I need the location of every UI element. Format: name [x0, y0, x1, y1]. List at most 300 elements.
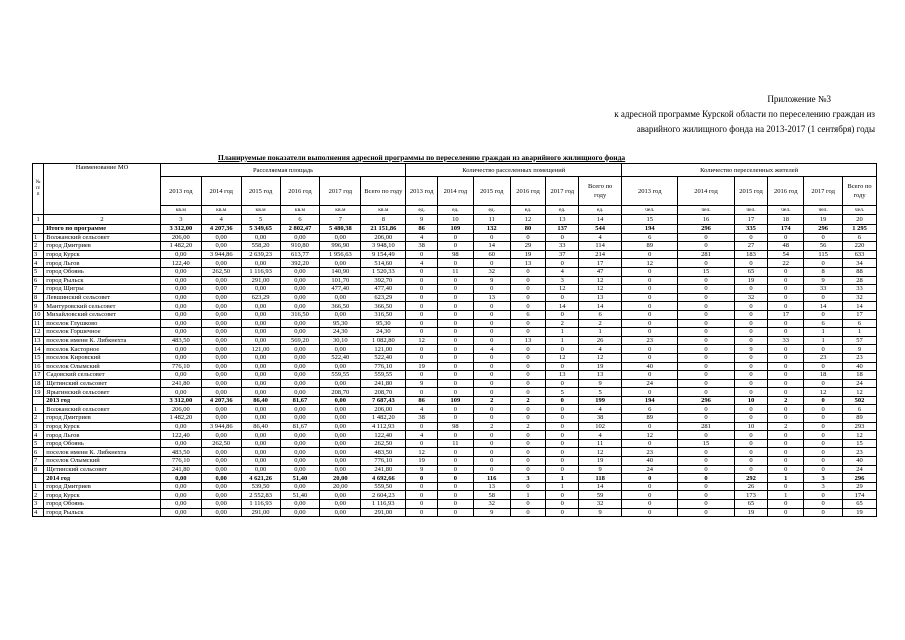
municipality-name: поселок Касторное — [44, 345, 161, 354]
table-cell: 40 — [622, 457, 678, 466]
table-cell: 114 — [579, 242, 622, 251]
table-cell: 0 — [510, 457, 546, 466]
table-cell: 0 — [510, 319, 546, 328]
table-cell: 98 — [438, 250, 474, 259]
unit-header-rooms: ед. — [510, 206, 546, 215]
table-body — [33, 225, 877, 517]
table-cell: 0 — [678, 353, 734, 362]
table-cell: 0 — [473, 233, 510, 242]
table-cell: 2 — [473, 422, 510, 431]
table-cell: 241,80 — [361, 379, 406, 388]
table-cell: 1 — [804, 336, 843, 345]
table-cell: 0,00 — [241, 465, 280, 474]
unit-header-people: чел. — [678, 206, 734, 215]
municipality-name: Мантуровский сельсовет — [44, 302, 161, 311]
table-cell: 1 — [843, 328, 877, 337]
unit-header-area: кв.м — [201, 206, 241, 215]
row-number: 8 — [33, 293, 44, 302]
municipality-name: Щетинский сельсовет — [44, 379, 161, 388]
table-cell: 2 — [768, 422, 804, 431]
table-cell: 0 — [510, 448, 546, 457]
table-cell: 22 — [768, 259, 804, 268]
table-cell: 0,00 — [320, 457, 361, 466]
column-number: 7 — [320, 215, 361, 225]
table-cell: 206,00 — [160, 233, 201, 242]
table-cell: 0,00 — [241, 353, 280, 362]
table-cell: 2 552,83 — [241, 491, 280, 500]
table-cell: 208,70 — [361, 388, 406, 397]
table-cell: 118 — [579, 474, 622, 483]
table-cell: 19 — [406, 362, 438, 371]
table-cell: 0 — [768, 508, 804, 517]
table-cell: 0 — [406, 422, 438, 431]
table-row — [33, 508, 877, 517]
row-number — [33, 396, 44, 405]
table-cell: 0 — [510, 302, 546, 311]
table-cell: 0 — [473, 465, 510, 474]
table-cell: 95,30 — [320, 319, 361, 328]
table-cell: 0 — [768, 293, 804, 302]
table-cell: 0 — [804, 396, 843, 405]
unit-header-people: чел. — [804, 206, 843, 215]
table-cell: 0 — [406, 285, 438, 294]
unit-header-rooms: ед. — [406, 206, 438, 215]
table-cell: 0 — [804, 422, 843, 431]
row-number: 17 — [33, 371, 44, 380]
table-row — [33, 500, 877, 509]
table-cell: 292 — [734, 474, 768, 483]
year-header-area: 2016 год — [280, 177, 320, 206]
unit-header-rooms: ед. — [438, 206, 474, 215]
table-cell: 0 — [734, 336, 768, 345]
table-subtotal-row — [33, 474, 877, 483]
table-cell: 81,67 — [280, 422, 320, 431]
table-cell: 0,00 — [201, 371, 241, 380]
table-cell: 0 — [406, 353, 438, 362]
table-cell: 0 — [622, 328, 678, 337]
table-cell: 0 — [406, 310, 438, 319]
table-cell: 0 — [473, 328, 510, 337]
table-cell: 392,70 — [361, 276, 406, 285]
table-cell: 0,00 — [201, 336, 241, 345]
unit-header-area: кв.м — [160, 206, 201, 215]
table-cell: 0 — [473, 457, 510, 466]
table-cell: 296 — [843, 474, 877, 483]
table-cell: 2 — [579, 319, 622, 328]
table-cell: 9 — [406, 465, 438, 474]
table-cell: 89 — [843, 414, 877, 423]
table-cell: 544 — [579, 225, 622, 234]
table-cell: 132 — [473, 225, 510, 234]
table-cell: 281 — [678, 250, 734, 259]
table-cell: 3 — [804, 482, 843, 491]
row-number: 3 — [33, 250, 44, 259]
table-cell: 0 — [546, 233, 579, 242]
table-cell: 0 — [768, 285, 804, 294]
table-cell: 13 — [510, 336, 546, 345]
table-cell: 477,40 — [361, 285, 406, 294]
table-row — [33, 336, 877, 345]
table-cell: 0,00 — [241, 431, 280, 440]
table-cell: 0,00 — [160, 439, 201, 448]
row-number: 18 — [33, 379, 44, 388]
table-cell: 0,00 — [280, 439, 320, 448]
table-cell: 0 — [510, 267, 546, 276]
row-number: 8 — [33, 465, 44, 474]
table-cell: 65 — [843, 500, 877, 509]
table-cell: 262,50 — [201, 439, 241, 448]
table-cell: 24 — [622, 379, 678, 388]
table-cell: 0,00 — [201, 319, 241, 328]
year-header-rooms: 2017 год — [546, 177, 579, 206]
table-cell: 0,00 — [320, 233, 361, 242]
table-cell: 51,40 — [280, 491, 320, 500]
municipality-name: город Курск — [44, 422, 161, 431]
table-cell: 4 621,26 — [241, 474, 280, 483]
table-cell: 28 — [843, 276, 877, 285]
table-title: Планируемые показатели выполнения адресной программы по переселению граждан из аварийного жилищного фонда — [218, 153, 626, 162]
table-cell: 0,00 — [241, 405, 280, 414]
row-number: 3 — [33, 422, 44, 431]
table-cell: 0 — [734, 319, 768, 328]
unit-header-rooms: ед. — [579, 206, 622, 215]
table-cell: 32 — [473, 267, 510, 276]
table-cell: 0 — [804, 439, 843, 448]
municipality-name: город Рыльск — [44, 276, 161, 285]
table-cell: 0,00 — [280, 319, 320, 328]
table-cell: 0 — [546, 293, 579, 302]
unit-header-people: чел. — [843, 206, 877, 215]
column-number: 16 — [678, 215, 734, 225]
table-cell: 0 — [510, 465, 546, 474]
table-cell: 0 — [768, 482, 804, 491]
table-cell: 776,10 — [361, 457, 406, 466]
table-cell: 3 — [804, 474, 843, 483]
table-cell: 0 — [510, 439, 546, 448]
table-cell: 0,00 — [201, 465, 241, 474]
table-cell: 0 — [678, 388, 734, 397]
table-cell: 0,00 — [201, 474, 241, 483]
table-cell: 0,00 — [320, 396, 361, 405]
table-cell: 0 — [734, 465, 768, 474]
table-cell: 27 — [734, 242, 768, 251]
column-number: 4 — [201, 215, 241, 225]
table-cell: 0 — [622, 293, 678, 302]
table-cell: 12 — [579, 276, 622, 285]
table-cell: 4 207,36 — [201, 396, 241, 405]
table-cell: 6 — [804, 319, 843, 328]
table-cell: 0 — [734, 439, 768, 448]
unit-header-area: кв.м — [320, 206, 361, 215]
table-cell: 9 — [734, 345, 768, 354]
table-cell: 0,00 — [320, 379, 361, 388]
table-cell: 0 — [678, 371, 734, 380]
table-cell: 0 — [406, 500, 438, 509]
table-cell: 0 — [804, 465, 843, 474]
row-number: 13 — [33, 336, 44, 345]
table-cell: 10 — [734, 396, 768, 405]
table-cell: 13 — [510, 259, 546, 268]
table-cell: 0 — [473, 371, 510, 380]
table-cell: 335 — [734, 225, 768, 234]
municipality-name: Волжанский сельсовет — [44, 233, 161, 242]
table-cell: 0 — [438, 414, 474, 423]
table-cell: 0 — [510, 482, 546, 491]
column-number: 19 — [804, 215, 843, 225]
table-cell: 12 — [546, 285, 579, 294]
table-cell: 0,00 — [201, 276, 241, 285]
table-cell: 0 — [622, 371, 678, 380]
table-cell: 32 — [473, 500, 510, 509]
table-cell: 0,00 — [241, 448, 280, 457]
table-cell: 0 — [473, 259, 510, 268]
table-cell: 0 — [678, 482, 734, 491]
table-cell: 0,00 — [320, 491, 361, 500]
table-cell: 0,00 — [201, 302, 241, 311]
table-cell: 1 — [768, 491, 804, 500]
row-number — [33, 474, 44, 483]
table-row — [33, 448, 877, 457]
table-row — [33, 405, 877, 414]
table-cell: 33 — [768, 336, 804, 345]
table-cell: 33 — [843, 285, 877, 294]
table-row — [33, 457, 877, 466]
table-cell: 14 — [473, 242, 510, 251]
table-cell: 0,00 — [280, 353, 320, 362]
table-cell: 0,00 — [160, 508, 201, 517]
table-cell: 58 — [473, 491, 510, 500]
group-area-header: Расселяемая площадь — [160, 164, 405, 177]
table-cell: 291,00 — [361, 508, 406, 517]
table-cell: 6 — [622, 233, 678, 242]
table-cell: 2 — [510, 422, 546, 431]
year-header-people: 2013 год — [622, 177, 678, 206]
table-cell: 12 — [579, 285, 622, 294]
table-cell: 0 — [510, 328, 546, 337]
table-cell: 0 — [768, 319, 804, 328]
table-cell: 0,00 — [160, 267, 201, 276]
table-cell: 38 — [406, 242, 438, 251]
table-cell: 47 — [579, 267, 622, 276]
column-number: 11 — [473, 215, 510, 225]
table-cell: 1 — [579, 328, 622, 337]
table-cell: 0,00 — [201, 457, 241, 466]
table-cell: 2 639,23 — [241, 250, 280, 259]
table-cell: 613,77 — [280, 250, 320, 259]
table-cell: 0 — [804, 431, 843, 440]
table-cell: 15 — [678, 439, 734, 448]
table-cell: 1 956,63 — [320, 250, 361, 259]
table-cell: 56 — [804, 242, 843, 251]
table-cell: 0 — [678, 474, 734, 483]
table-cell: 262,50 — [201, 267, 241, 276]
table-cell: 0,00 — [241, 302, 280, 311]
table-cell: 0 — [473, 448, 510, 457]
table-cell: 86,40 — [241, 422, 280, 431]
table-cell: 15 — [678, 267, 734, 276]
table-cell: 0,00 — [201, 500, 241, 509]
table-cell: 89 — [622, 242, 678, 251]
table-cell: 19 — [579, 457, 622, 466]
table-cell: 0 — [510, 500, 546, 509]
year-header-people: 2017 год — [804, 177, 843, 206]
table-cell: 0 — [473, 285, 510, 294]
table-cell: 0 — [473, 405, 510, 414]
table-cell: 1 482,20 — [160, 242, 201, 251]
table-cell: 1 482,20 — [361, 414, 406, 423]
municipality-name: поселок имени К. Либкнехта — [44, 336, 161, 345]
table-cell: 0,00 — [320, 448, 361, 457]
table-cell: 48 — [768, 242, 804, 251]
table-cell: 0 — [438, 362, 474, 371]
table-cell: 0 — [546, 345, 579, 354]
table-cell: 0 — [546, 396, 579, 405]
table-cell: 14 — [579, 302, 622, 311]
table-cell: 0 — [804, 379, 843, 388]
table-cell: 0 — [473, 414, 510, 423]
table-cell: 0,00 — [320, 500, 361, 509]
year-header-rooms: 2014 год — [438, 177, 474, 206]
municipality-name: город Рыльск — [44, 508, 161, 517]
row-number: 1 — [33, 233, 44, 242]
table-cell: 0 — [678, 336, 734, 345]
table-cell: 316,50 — [361, 310, 406, 319]
table-cell: 23 — [843, 353, 877, 362]
table-cell: 996,90 — [320, 242, 361, 251]
table-cell: 0,00 — [280, 362, 320, 371]
table-cell: 122,40 — [361, 431, 406, 440]
table-cell: 0 — [473, 362, 510, 371]
table-row — [33, 465, 877, 474]
table-cell: 0 — [734, 448, 768, 457]
table-cell: 17 — [579, 259, 622, 268]
table-cell: 24 — [843, 465, 877, 474]
table-cell: 19 — [843, 508, 877, 517]
table-cell: 6 — [622, 405, 678, 414]
unit-header-people: чел. — [768, 206, 804, 215]
table-cell: 24 — [622, 465, 678, 474]
table-row — [33, 345, 877, 354]
table-cell: 0 — [678, 431, 734, 440]
table-cell: 559,55 — [320, 371, 361, 380]
table-cell: 26 — [579, 336, 622, 345]
table-cell: 0,00 — [280, 431, 320, 440]
table-cell: 0,00 — [320, 465, 361, 474]
year-header-rooms: Всего по году — [579, 177, 622, 206]
table-cell: 0,00 — [201, 379, 241, 388]
table-cell: 23 — [622, 336, 678, 345]
table-cell: 0 — [438, 508, 474, 517]
table-cell: 0,00 — [280, 465, 320, 474]
table-cell: 0 — [438, 431, 474, 440]
table-cell: 0,00 — [201, 508, 241, 517]
table-cell: 9 — [804, 276, 843, 285]
table-cell: 0 — [438, 310, 474, 319]
table-cell: 0 — [734, 259, 768, 268]
table-cell: 0 — [678, 362, 734, 371]
table-cell: 14 — [804, 302, 843, 311]
column-number: 3 — [160, 215, 201, 225]
table-cell: 12 — [843, 388, 877, 397]
table-cell: 51,40 — [280, 474, 320, 483]
table-cell: 3 — [546, 276, 579, 285]
table-cell: 0 — [406, 371, 438, 380]
table-cell: 2 802,47 — [280, 225, 320, 234]
table-cell: 10 — [734, 422, 768, 431]
table-cell: 5 — [546, 388, 579, 397]
table-cell: 0,00 — [201, 405, 241, 414]
table-cell: 0 — [734, 379, 768, 388]
table-cell: 0 — [546, 422, 579, 431]
table-cell: 11 — [438, 267, 474, 276]
table-cell: 0,00 — [280, 508, 320, 517]
table-cell: 194 — [622, 396, 678, 405]
table-cell: 0 — [406, 474, 438, 483]
table-cell: 59 — [579, 491, 622, 500]
table-cell: 0 — [438, 482, 474, 491]
table-row — [33, 310, 877, 319]
year-header-people: 2016 год — [768, 177, 804, 206]
appendix-subtitle-line2: аварийного жилищного фонда на 2013-2017 (1 сентября) годы — [636, 124, 875, 134]
table-cell: 0 — [804, 448, 843, 457]
table-cell: 3 944,86 — [201, 250, 241, 259]
row-number: 12 — [33, 328, 44, 337]
table-cell: 0 — [546, 457, 579, 466]
table-cell: 0 — [473, 379, 510, 388]
table-cell: 0 — [438, 242, 474, 251]
table-cell: 5 480,38 — [320, 225, 361, 234]
table-cell: 0,00 — [201, 293, 241, 302]
municipality-name: город Обоянь — [44, 267, 161, 276]
table-cell: 0,00 — [160, 345, 201, 354]
table-cell: 0,00 — [160, 491, 201, 500]
table-cell: 88 — [843, 267, 877, 276]
table-cell: 0 — [804, 414, 843, 423]
table-cell: 0 — [678, 465, 734, 474]
table-cell: 0 — [438, 371, 474, 380]
table-cell: 0,00 — [201, 448, 241, 457]
table-cell: 291,00 — [241, 276, 280, 285]
table-cell: 37 — [546, 250, 579, 259]
table-cell: 0,00 — [320, 362, 361, 371]
table-cell: 0,00 — [320, 508, 361, 517]
table-row — [33, 388, 877, 397]
table-cell: 0 — [768, 414, 804, 423]
unit-header-area: кв.м — [241, 206, 280, 215]
municipality-name: город Льгов — [44, 431, 161, 440]
table-cell: 0 — [734, 285, 768, 294]
row-number: 9 — [33, 302, 44, 311]
table-cell: 776,10 — [160, 362, 201, 371]
table-cell: 0 — [473, 336, 510, 345]
table-cell: 6 — [843, 319, 877, 328]
table-cell: 102 — [579, 422, 622, 431]
table-cell: 0 — [768, 345, 804, 354]
table-cell: 0 — [678, 345, 734, 354]
table-cell: 121,00 — [241, 345, 280, 354]
table-cell: 0,00 — [160, 285, 201, 294]
table-cell: 477,40 — [320, 285, 361, 294]
unit-header-area: кв.м — [280, 206, 320, 215]
table-cell: 0 — [438, 457, 474, 466]
table-cell: 0 — [804, 293, 843, 302]
table-row — [33, 439, 877, 448]
table-cell: 137 — [546, 225, 579, 234]
table-cell: 0 — [768, 448, 804, 457]
table-cell: 4 — [579, 233, 622, 242]
table-cell: 0,00 — [201, 242, 241, 251]
table-cell: 23 — [804, 353, 843, 362]
